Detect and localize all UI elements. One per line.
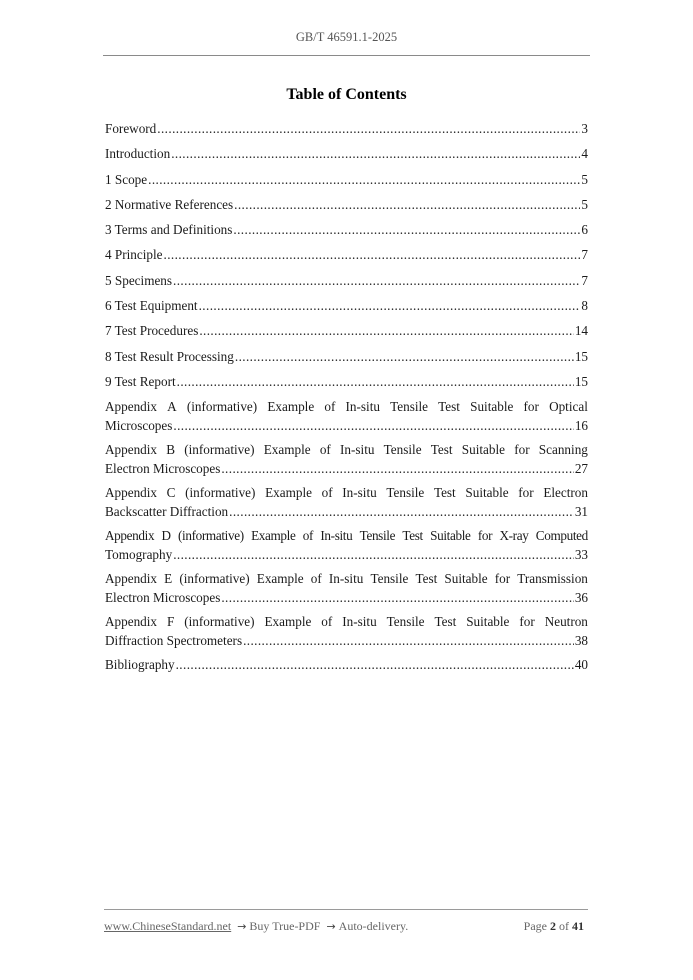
word: Test <box>415 571 438 587</box>
word: Tensile <box>359 528 396 544</box>
toc-page-number: 31 <box>574 504 588 520</box>
dot-leader <box>221 588 573 607</box>
toc-page-number: 7 <box>581 272 588 288</box>
toc-page-number: 33 <box>574 547 588 563</box>
toc-page-number: 15 <box>574 348 588 364</box>
toc-entry-label: Introduction <box>105 146 171 162</box>
toc-page-number: 5 <box>581 171 588 187</box>
word: Suitable <box>465 485 509 501</box>
dot-leader <box>173 416 573 435</box>
toc-entry-specimens[interactable] <box>105 271 588 290</box>
toc-entry-test-procedures[interactable] <box>105 321 588 340</box>
current-page-number: 2 <box>550 919 556 933</box>
word: Test <box>402 528 423 544</box>
dot-leader <box>199 321 573 340</box>
dot-leader <box>229 502 574 521</box>
toc-entry-label: Bibliography <box>105 657 175 673</box>
word: Test <box>430 442 453 458</box>
word: Example <box>251 528 296 544</box>
word: Suitable <box>444 571 488 587</box>
word: Example <box>264 614 312 630</box>
toc-entry-foreword[interactable] <box>105 119 588 138</box>
word: Tensile <box>390 399 429 415</box>
word: E <box>164 571 173 587</box>
toc-entry-scope[interactable] <box>105 170 588 189</box>
word: Appendix <box>105 399 158 415</box>
word: Appendix <box>105 485 158 501</box>
toc-entry-label: 5 Specimens <box>105 272 173 288</box>
dot-leader <box>157 119 580 138</box>
word: Test <box>433 485 456 501</box>
toc-page-number: 5 <box>581 196 588 212</box>
total-page-count: 41 <box>572 919 584 933</box>
word: C <box>166 485 176 501</box>
word: (informative) <box>186 399 258 415</box>
word: Example <box>256 571 304 587</box>
word: for <box>494 571 511 587</box>
toc-entry-label: 7 Test Procedures <box>105 323 199 339</box>
right-arrow-icon: → <box>237 920 247 933</box>
toc-entry-appendix-a[interactable] <box>105 397 588 435</box>
word: Test <box>438 399 460 415</box>
toc-entry-introduction[interactable] <box>105 144 588 163</box>
page-title: Table of Contents <box>286 86 407 103</box>
toc-entry-label-continued: Electron Microscopes <box>105 461 221 477</box>
word: In-situ <box>320 528 353 544</box>
word: Appendix <box>105 614 158 630</box>
page-label: Page <box>523 919 547 933</box>
footer-promo <box>104 919 408 934</box>
toc-page-number: 27 <box>574 461 588 477</box>
toc-entry-label: 9 Test Report <box>105 373 176 389</box>
word: for <box>477 528 493 544</box>
word: Appendix <box>105 442 158 458</box>
dot-leader <box>243 631 574 650</box>
page-footer <box>104 910 588 933</box>
word: for <box>514 442 530 458</box>
toc-entry-test-equipment[interactable] <box>105 296 588 315</box>
toc-entry-label <box>105 612 588 631</box>
toc-entry-appendix-c[interactable] <box>105 483 588 521</box>
toc-entry-label: 3 Terms and Definitions <box>105 222 233 238</box>
document-number-header: GB/T 46591.1-2025 <box>295 30 398 44</box>
header-divider <box>103 55 590 56</box>
toc-entry-label-continued: Backscatter Diffraction <box>105 504 229 520</box>
word: Computed <box>535 528 588 544</box>
toc-page-number: 4 <box>581 146 588 162</box>
word: (informative) <box>178 528 244 544</box>
dot-leader <box>235 347 574 366</box>
toc-entry-label: Foreword <box>105 121 157 136</box>
word: Example <box>267 399 315 415</box>
toc-page-number: 15 <box>574 373 588 389</box>
word: F <box>166 614 175 630</box>
word: Example <box>263 442 311 458</box>
toc-entry-principle[interactable] <box>105 245 588 264</box>
page-indicator <box>524 919 584 934</box>
website-link[interactable]: www.ChineseStandard.net <box>104 919 232 933</box>
toc-entry-label: 6 Test Equipment <box>105 298 198 314</box>
word: Test <box>434 614 457 630</box>
dot-leader <box>173 545 574 564</box>
toc-entry-label: 4 Principle <box>105 247 163 263</box>
word: for <box>519 614 535 630</box>
toc-entry-normative-references[interactable] <box>105 195 588 214</box>
word: (informative) <box>184 442 255 458</box>
word: (informative) <box>185 485 256 501</box>
toc-entry-label: 8 Test Result Processing <box>105 348 234 364</box>
word: B <box>166 442 176 458</box>
word: Tensile <box>383 442 422 458</box>
word: In-situ <box>342 614 377 630</box>
toc-page-number: 7 <box>581 247 588 263</box>
word: In-situ <box>342 485 377 501</box>
word: Electron <box>543 485 588 501</box>
word: (informative) <box>179 571 250 587</box>
right-arrow-icon: → <box>326 920 336 933</box>
word: of <box>319 442 331 458</box>
word: Neutron <box>544 614 588 630</box>
toc-page-number: 16 <box>574 418 588 434</box>
auto-delivery-text: Auto-delivery. <box>338 919 409 933</box>
word: of <box>302 528 314 544</box>
toc-entry-label <box>105 440 588 459</box>
toc-page-number: 6 <box>581 222 588 238</box>
toc-page-number: 14 <box>574 323 588 339</box>
word: for <box>523 399 539 415</box>
toc-entry-label-continued: Microscopes <box>105 418 173 434</box>
toc-entry-label: 1 Scope <box>105 171 148 187</box>
toc-entry-terms-and-definitions[interactable] <box>105 220 588 239</box>
word: A <box>167 399 177 415</box>
word: In-situ <box>340 442 375 458</box>
word: (informative) <box>184 614 255 630</box>
word: of <box>321 614 333 630</box>
toc-entry-appendix-e[interactable] <box>105 569 588 607</box>
toc-list <box>105 119 588 681</box>
word: Tensile <box>386 485 425 501</box>
toc-page-number: 8 <box>581 298 588 314</box>
word: In-situ <box>328 571 364 587</box>
word: of <box>310 571 322 587</box>
dot-leader <box>148 170 580 189</box>
buy-true-pdf-text: Buy True-PDF <box>249 919 321 933</box>
toc-entry-label <box>105 397 588 416</box>
dot-leader <box>176 655 574 674</box>
word: of <box>321 485 333 501</box>
dot-leader <box>221 459 573 478</box>
word: Transmission <box>517 571 588 587</box>
toc-entry-label-continued: Tomography <box>105 547 173 563</box>
word: Example <box>265 485 312 501</box>
word: Appendix <box>105 571 158 587</box>
toc-entry-appendix-b[interactable] <box>105 440 588 478</box>
toc-page-number: 38 <box>574 633 588 649</box>
toc-page-number: 3 <box>581 121 588 136</box>
dot-leader <box>234 195 580 214</box>
word: Tensile <box>370 571 409 587</box>
dot-leader <box>177 372 574 391</box>
toc-page-number: 40 <box>574 657 588 673</box>
page-of-label: of <box>559 919 569 933</box>
toc-entry-label <box>105 526 588 545</box>
toc-entry-label-continued: Diffraction Spectrometers <box>105 633 243 649</box>
dot-leader <box>164 245 581 264</box>
toc-entry-label <box>105 569 588 588</box>
word: Scanning <box>538 442 588 458</box>
word: Tensile <box>386 614 425 630</box>
toc-entry-test-report[interactable] <box>105 372 588 391</box>
toc-page-number: 36 <box>574 590 588 606</box>
word: Appendix <box>105 528 155 544</box>
word: Suitable <box>430 528 471 544</box>
word: Optical <box>549 399 588 415</box>
word: for <box>518 485 534 501</box>
word: Suitable <box>470 399 514 415</box>
dot-leader <box>233 220 580 239</box>
word: Suitable <box>461 442 505 458</box>
toc-entry-label <box>105 483 588 502</box>
toc-entry-appendix-f[interactable] <box>105 612 588 650</box>
toc-entry-label: 2 Normative References <box>105 196 234 212</box>
word: of <box>324 399 336 415</box>
toc-entry-appendix-d[interactable] <box>105 526 588 564</box>
word: D <box>161 528 171 544</box>
word: Suitable <box>466 614 510 630</box>
dot-leader <box>199 296 581 315</box>
dot-leader <box>171 144 580 163</box>
word: In-situ <box>345 399 380 415</box>
toc-entry-test-result-processing[interactable] <box>105 347 588 366</box>
dot-leader <box>173 271 580 290</box>
word: X-ray <box>499 528 529 544</box>
toc-entry-bibliography[interactable] <box>105 655 588 674</box>
toc-entry-label-continued: Electron Microscopes <box>105 590 221 606</box>
